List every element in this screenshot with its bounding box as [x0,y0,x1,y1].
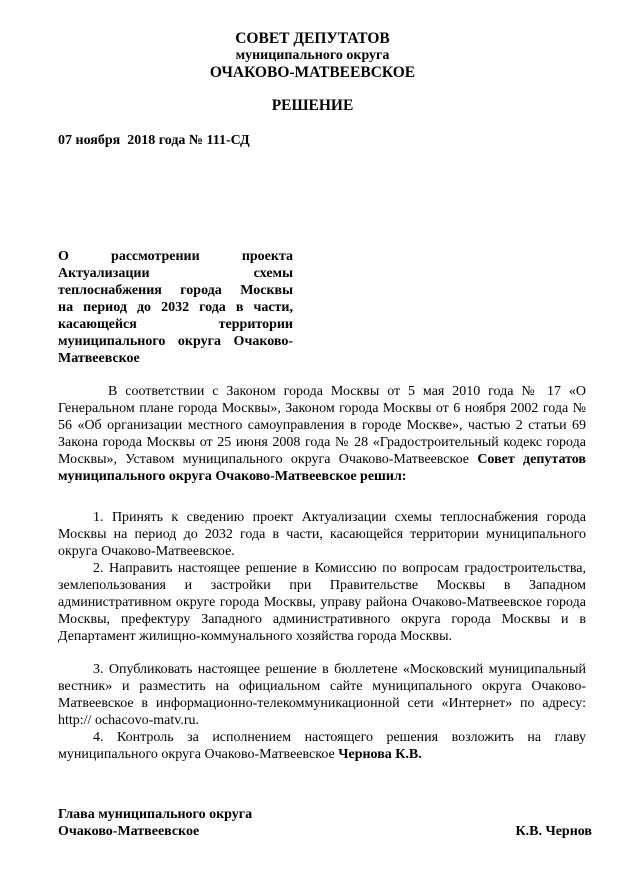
preamble-paragraph [58,383,586,485]
signature-name: К.В. Чернов [515,824,592,839]
district-name: ОЧАКОВО-МАТВЕЕВСКОЕ [209,64,416,81]
preamble-text: В соответствии с Законом города Москвы от 5 мая 2010 года № 17 «О Генеральном плане города Москвы», Законом города Москвы от 6 ноября 2002 года № 56 «Об организации местного самоуправления в городе Москве», частью 2 статьи 69 Закона города Москвы от 25 июня 2008 года № 28 «Градостроительный кодекс города Москвы», Уставом муниципального округа Очаково-Матвеевское [58,384,586,467]
subject-line: на период до 2032 года в части, [58,300,293,315]
decision-item-4 [58,729,586,763]
decision-item-1: 1. Принять к сведению проект Актуализации схемы теплоснабжения города Москвы на период до 2032 года в части, касающейся территории муниципального округа Очаково-Матвеевское. [58,510,586,559]
decision-item-3: 3. Опубликовать настоящее решение в бюллетене «Московский муниципальный вестник» и разместить на официальном сайте муниципального округа Очаково-Матвеевское в информационно-телекоммуникационной сети «Интернет» по адресу: http:// ochacovo-matv.ru. [58,662,586,728]
resolution-phrase: Совет депутатов муниципального округа Очаково-Матвеевское решил: [58,452,586,484]
subject-line: касающейся территории [58,317,293,332]
municipal-subtitle: муниципального округа [235,48,390,63]
subject-line: Актуализации схемы [58,266,293,281]
decision-subject [58,248,293,367]
signature-district: Очаково-Матвеевское [58,824,200,839]
signature-title: Глава муниципального округа [58,807,253,822]
subject-line: муниципального округа Очаково- [58,334,293,349]
subject-line: теплоснабжения города Москвы [58,283,293,298]
decision-item-2: 2. Направить настоящее решение в Комиссию по вопросам градостроительства, землепользования и застройки при Правительстве Москвы в Западном административном округе города Москвы, управу района Очаково-Матвеевское города Москвы, префектуру Западного административного округа города Москвы и в Департамент жилищно-коммунального хозяйства города Москвы. [58,561,586,644]
decision-date: 07 ноября 2018 года № 111-СД [58,133,250,148]
subject-line: Матвеевское [58,351,140,366]
subject-line: О рассмотрении проекта [58,249,293,264]
decision-title: РЕШЕНИЕ [271,97,354,114]
council-title: СОВЕТ ДЕПУТАТОВ [235,30,390,47]
item-4-responsible-name: Чернова К.В. [338,747,422,762]
item-4-text: 4. Контроль за исполнением настоящего решения возложить на главу муниципального округа Очаково-Матвеевское [58,730,586,762]
